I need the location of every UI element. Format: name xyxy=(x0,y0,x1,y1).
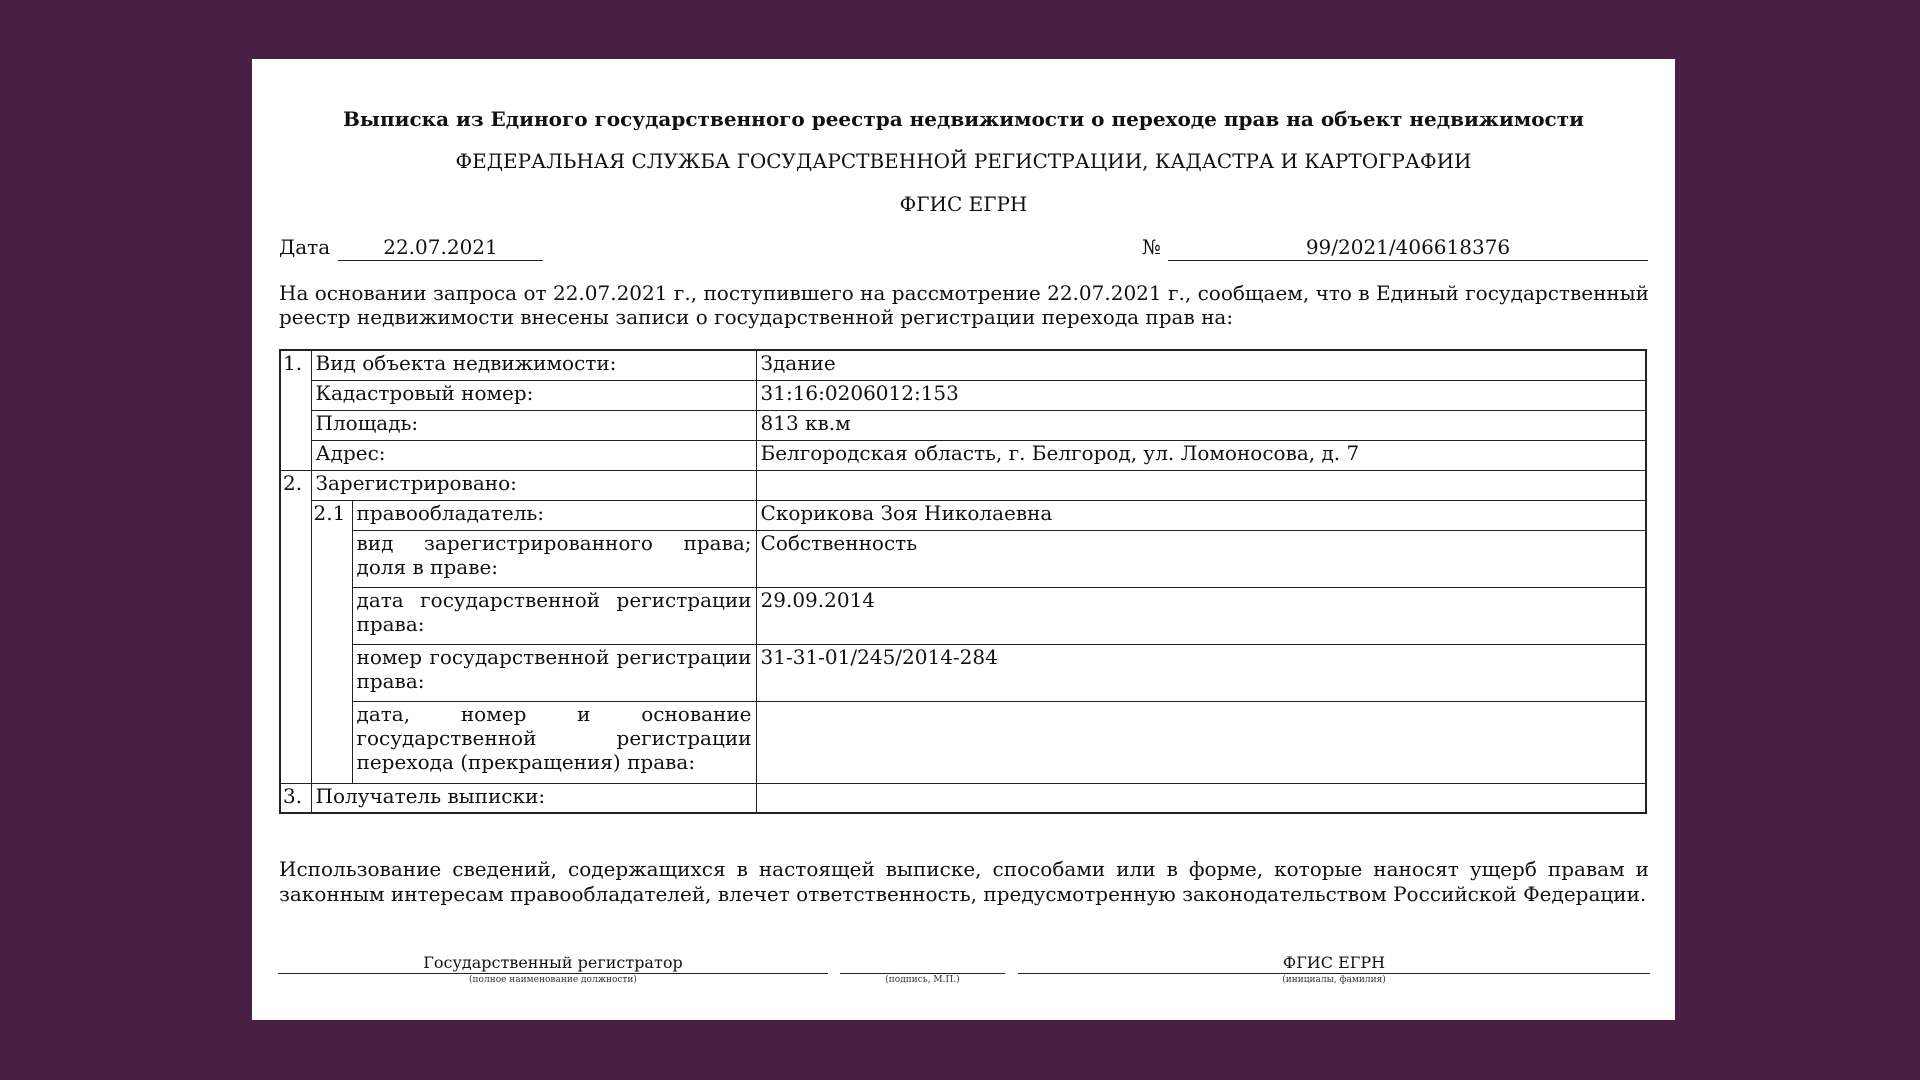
recipient-value xyxy=(756,783,1646,813)
address-value: Белгородская область, г. Белгород, ул. Ломоносова, д. 7 xyxy=(756,440,1646,470)
subsection-number: 2.1 xyxy=(311,500,352,783)
system-name: ФГИС ЕГРН xyxy=(899,192,1028,216)
right-type-label: вид зарегистрированного права; доля в праве: xyxy=(352,530,756,587)
registrar-name: ФГИС ЕГРН xyxy=(1018,953,1650,974)
section-number: 2. xyxy=(280,470,311,783)
area-label: Площадь: xyxy=(311,410,756,440)
object-type-label: Вид объекта недвижимости: xyxy=(311,350,756,380)
registered-value xyxy=(756,470,1646,500)
object-type-value: Здание xyxy=(756,350,1646,380)
date-value: 22.07.2021 xyxy=(338,235,543,261)
table-row xyxy=(280,410,1646,440)
table-row xyxy=(280,500,1646,530)
table-row xyxy=(280,701,1646,783)
position-hint: (полное наименование должности) xyxy=(469,975,637,985)
name-hint: (инициалы, фамилия) xyxy=(1282,975,1386,985)
number-label: № xyxy=(1142,235,1161,259)
table-row xyxy=(280,644,1646,701)
reg-date-label: дата государственной регистрации права: xyxy=(352,587,756,644)
signature-hint: (подпись, М.П.) xyxy=(885,975,960,985)
table-row xyxy=(280,530,1646,587)
number-value: 99/2021/406618376 xyxy=(1168,235,1648,261)
registered-label: Зарегистрировано: xyxy=(311,470,756,500)
cadastral-value: 31:16:0206012:153 xyxy=(756,380,1646,410)
holder-label: правообладатель: xyxy=(352,500,756,530)
address-label: Адрес: xyxy=(311,440,756,470)
document-title: Выписка из Единого государственного реестра недвижимости о переходе прав на объект недвижимости xyxy=(343,107,1584,131)
area-value: 813 кв.м xyxy=(756,410,1646,440)
signature-block-sign xyxy=(840,953,1005,985)
table-row xyxy=(280,470,1646,500)
table-row xyxy=(280,783,1646,813)
recipient-label: Получатель выписки: xyxy=(311,783,756,813)
legal-notice: Использование сведений, содержащихся в настоящей выписке, способами или в форме, которые наносят ущерб правам и законным интересам правообладателей, влечет ответственность, предусмотренную законодательством Российской Федерации. xyxy=(279,857,1649,906)
intro-text: На основании запроса от 22.07.2021 г., поступившего на рассмотрение 22.07.2021 г., сообщаем, что в Единый государственный реестр недвижимости внесены записи о государственной регистрации перехода прав на: xyxy=(279,281,1649,329)
table-row xyxy=(280,440,1646,470)
registrar-position: Государственный регистратор xyxy=(278,953,828,974)
holder-value: Скорикова Зоя Николаевна xyxy=(756,500,1646,530)
right-type-value: Собственность xyxy=(756,530,1646,587)
table-row xyxy=(280,587,1646,644)
transfer-value xyxy=(756,701,1646,783)
reg-number-value: 31-31-01/245/2014-284 xyxy=(756,644,1646,701)
date-label: Дата xyxy=(279,235,331,259)
cadastral-label: Кадастровый номер: xyxy=(311,380,756,410)
reg-date-value: 29.09.2014 xyxy=(756,587,1646,644)
signature-block-name xyxy=(1018,953,1650,985)
section-number: 1. xyxy=(280,350,311,470)
section-number: 3. xyxy=(280,783,311,813)
signature-block-position xyxy=(278,953,828,985)
signature-line xyxy=(840,953,1005,974)
table-row xyxy=(280,380,1646,410)
table-row xyxy=(280,350,1646,380)
transfer-label: дата, номер и основание государственной регистрации перехода (прекращения) права: xyxy=(352,701,756,783)
reg-number-label: номер государственной регистрации права: xyxy=(352,644,756,701)
agency-name: ФЕДЕРАЛЬНАЯ СЛУЖБА ГОСУДАРСТВЕННОЙ РЕГИСТРАЦИИ, КАДАСТРА И КАРТОГРАФИИ xyxy=(455,149,1472,173)
document-page xyxy=(252,59,1675,1020)
info-table xyxy=(279,349,1647,814)
